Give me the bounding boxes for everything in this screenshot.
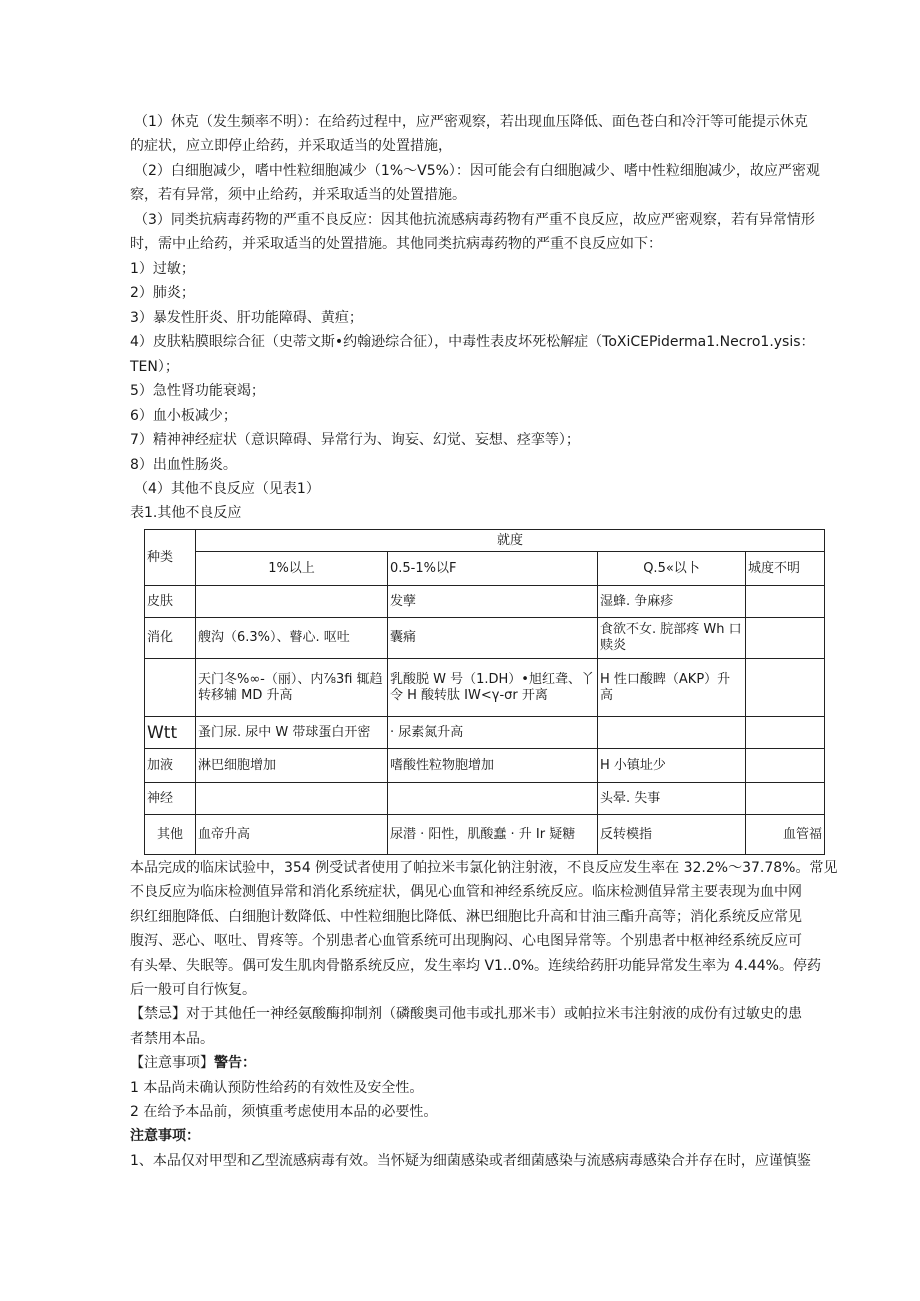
table-cell: 嗜酸性粒物胞增加 <box>388 749 598 783</box>
table-cell: 血管福 <box>746 815 825 855</box>
table-row <box>145 749 825 783</box>
contraindication-line: 者禁用本品。 <box>130 1031 214 1047</box>
table-cell <box>196 783 388 815</box>
table-header-category: 种类 <box>145 530 196 586</box>
clinical-line: 本品完成的临床试验中，354 例受试者使用了帕拉米韦氯化钠注射液，不良反应发生率在 32.2%～37.78%。常见 <box>130 860 838 876</box>
clinical-line: 后一般可自行恢复。 <box>130 982 256 998</box>
table-cell: 湿蜂. 争麻疹 <box>598 586 746 618</box>
notice-head: 【注意事项】 <box>130 1055 214 1071</box>
notice-heading <box>130 1051 842 1076</box>
clinical-line: 不良反应为临床检测值异常和消化系统症状，偶见心血管和神经系统反应。临床检测值异常主要表现为血中网 <box>130 884 802 900</box>
table-cell: 艘沟（6.3%）、瞽心. 呕吐 <box>196 618 388 659</box>
notes-title: 注意事项： <box>130 1128 200 1144</box>
row-category: 加液 <box>145 749 196 783</box>
table-row <box>145 586 825 618</box>
intro-line: 的症状，应立即停止给药，并采取适当的处置措施， <box>130 138 452 154</box>
table-cell <box>746 783 825 815</box>
list-item: 2）肺炎； <box>130 285 195 301</box>
warning-item: 2 在给予本品前，须慎重考虑使用本品的必要性。 <box>130 1104 438 1120</box>
row-category: 皮肤 <box>145 586 196 618</box>
table-row <box>145 659 825 717</box>
table-cell: 淋巴细胞增加 <box>196 749 388 783</box>
row-category: 消化 <box>145 618 196 659</box>
list-item: 6）血小板减少； <box>130 408 237 424</box>
list-item: 8）出血性肠炎。 <box>130 457 237 473</box>
list-item: （4）其他不良反应（见表1） <box>134 481 320 497</box>
table-cell: 乳酸脱 W 号（1.DH）•旭红聋、丫令 H 酸转肽 IW<γ-σr 开离 <box>388 659 598 717</box>
list-item: 1）过敏； <box>130 261 195 277</box>
note-item: 1、本品仅对甲型和乙型流感病毒有效。当怀疑为细菌感染或者细菌感染与流感病毒感染合并存在时，应谨慎鉴 <box>130 1153 811 1169</box>
table-cell: · 尿素氮升高 <box>388 717 598 749</box>
row-category: 神经 <box>145 783 196 815</box>
table-header-cell: 1%以上 <box>196 552 388 586</box>
clinical-line: 有头晕、失眠等。偶可发生肌肉骨骼系统反应，发生率均 V1..0%。连续给药肝功能异常发生率为 4.44%。停药 <box>130 958 821 974</box>
list-item: TEN）； <box>130 359 179 375</box>
row-category <box>145 659 196 717</box>
intro-line: （3）同类抗病毒药物的严重不良反应：因其他抗流感病毒药物有严重不良反应，故应严密观察，若有异常情形 <box>134 212 815 228</box>
list-item: 4）皮肤粘膜眼综合征（史蒂文斯•约翰逊综合征），中毒性表皮坏死松解症（ToXiCEPiderma1.Necro1.ysis： <box>130 334 815 350</box>
table-cell: 反转模指 <box>598 815 746 855</box>
table-cell: 头晕. 失事 <box>598 783 746 815</box>
table-cell <box>746 618 825 659</box>
table-row <box>145 618 825 659</box>
clinical-line: 腹泻、恶心、呕吐、胃疼等。个别患者心血管系统可出现胸闷、心电图异常等。个别患者中枢神经系统反应可 <box>130 933 802 949</box>
table-cell: H 性口酸睥（AKP）升高 <box>598 659 746 717</box>
adverse-reaction-table <box>144 529 825 855</box>
notice-warning: 警告： <box>214 1055 256 1071</box>
table-cell: 天门冬%∞-（丽）、内⅞3fi 辄趋转移辅 MD 升高 <box>196 659 388 717</box>
table-cell <box>196 586 388 618</box>
intro-line: （2）白细胞减少，嗜中性粒细胞减少（1%～V5%）：因可能会有白细胞减少、嗜中性粒细胞减少，故应严密观 <box>134 163 820 179</box>
list-item: 7）精神神经症状（意识障碍、异常行为、询妄、幻觉、妄想、痉挛等）； <box>130 432 580 448</box>
table-cell: 食欲不女. 脘部疼 Wh 口赎炎 <box>598 618 746 659</box>
intro-line: 时，需中止给药，并采取适当的处置措施。其他同类抗病毒药物的严重不良反应如下： <box>130 236 662 252</box>
table-cell: 血帝升高 <box>196 815 388 855</box>
table-cell <box>746 749 825 783</box>
table-header-frequency: 就度 <box>196 530 825 552</box>
table-header-cell: 城度不明 <box>746 552 825 586</box>
table-cell: 发孽 <box>388 586 598 618</box>
clinical-line: 织红细胞降低、白细胞计数降低、中性粒细胞比降低、淋巴细胞比升高和甘油三酯升高等；消化系统反应常见 <box>130 909 802 925</box>
intro-line: （1）休克（发生频率不明）：在给药过程中，应严密观察，若出现血压降低、面色苍白和冷汗等可能提示休克 <box>134 114 808 130</box>
list-item: 3）暴发性肝炎、肝功能障碍、黄疸； <box>130 310 363 326</box>
table-header-cell: Q.5«以卜 <box>598 552 746 586</box>
table-row <box>145 717 825 749</box>
table-cell: 尿潜 · 阳性，肌酸蠢 · 升 Ir 疑糖 <box>388 815 598 855</box>
table-cell: 蚤门尿. 尿中 W 带球蛋白开密 <box>196 717 388 749</box>
table-cell <box>746 659 825 717</box>
warning-item: 1 本品尚未确认预防性给药的有效性及安全性。 <box>130 1080 424 1096</box>
row-category: Wtt <box>145 717 196 749</box>
table-cell <box>388 783 598 815</box>
table-cell: H 小镇址少 <box>598 749 746 783</box>
table-row <box>145 815 825 855</box>
table-cell <box>598 717 746 749</box>
table-header-cell: 0.5-1%以F <box>388 552 598 586</box>
table-cell: 囊痛 <box>388 618 598 659</box>
table-cell <box>746 717 825 749</box>
list-item: 5）急性肾功能衰竭； <box>130 383 265 399</box>
contraindication-line: 【禁忌】对于其他任一神经氨酸酶抑制剂（磷酸奥司他韦或扎那米韦）或帕拉米韦注射液的成份有过敏史的患 <box>130 1006 802 1022</box>
table-row <box>145 783 825 815</box>
table-caption: 表1.其他不良反应 <box>130 505 242 521</box>
intro-line: 察，若有异常，须中止给药，并采取适当的处置措施。 <box>130 187 466 203</box>
row-category: 其他 <box>145 815 196 855</box>
table-cell <box>746 586 825 618</box>
